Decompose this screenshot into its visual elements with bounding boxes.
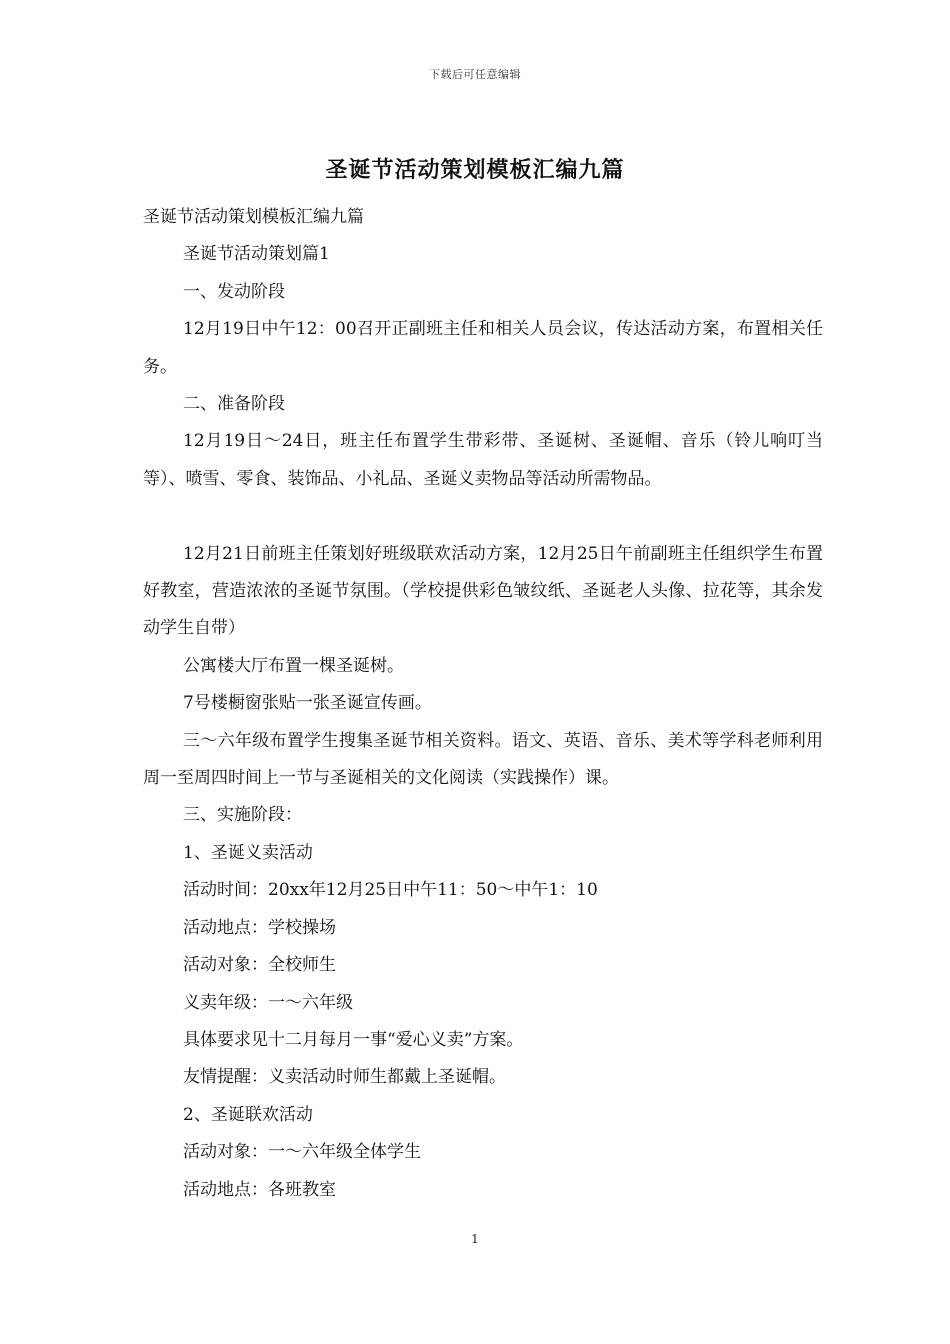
paragraph-activity-2-heading: 2、圣诞联欢活动	[183, 1104, 313, 1125]
paragraph: 友情提醒：义卖活动时师生都戴上圣诞帽。	[183, 1067, 506, 1088]
page-number: 1	[471, 1232, 479, 1246]
paragraph: 义卖年级：一～六年级	[183, 992, 353, 1013]
paragraph: 12月19日～24日，班主任布置学生带彩带、圣诞树、圣诞帽、音乐（铃儿响叮当等）、喷雪、零食、装饰品、小礼品、圣诞义卖物品等活动所需物品。	[143, 431, 823, 489]
paragraph: 活动对象：一～六年级全体学生	[183, 1142, 421, 1163]
paragraph: 活动地点：各班教室	[183, 1179, 336, 1200]
paragraph: 活动对象：全校师生	[183, 955, 336, 976]
paragraph-subtitle: 圣诞节活动策划模板汇编九篇	[143, 207, 364, 227]
paragraph: 公寓楼大厅布置一棵圣诞树。	[183, 655, 404, 676]
paragraph: 三～六年级布置学生搜集圣诞节相关资料。语文、英语、音乐、美术等学科老师利用周一至周四时间上一节与圣诞相关的文化阅读（实践操作）课。	[143, 730, 823, 789]
document-body	[143, 199, 823, 1209]
paragraph: 活动时间：20xx年12月25日中午11：50～中午1：10	[183, 880, 598, 901]
paragraph-section-heading: 圣诞节活动策划篇1	[183, 244, 330, 265]
document-title: 圣诞节活动策划模板汇编九篇	[325, 157, 625, 183]
paragraph: 12月19日中午12：00召开正副班主任和相关人员会议，传达活动方案，布置相关任务。	[143, 319, 823, 377]
paragraph: 具体要求见十二月每月一事“爱心义卖”方案。	[183, 1029, 524, 1050]
paragraph-phase-3-heading: 三、实施阶段：	[183, 805, 302, 826]
paragraph: 活动地点：学校操场	[183, 917, 336, 938]
paragraph-phase-1-heading: 一、发动阶段	[183, 281, 285, 302]
paragraph: 7号楼橱窗张贴一张圣诞宣传画。	[183, 693, 432, 714]
paragraph: 12月21日前班主任策划好班级联欢活动方案，12月25日午前副班主任组织学生布置好教室，营造浓浓的圣诞节氛围。（学校提供彩色皱纹纸、圣诞老人头像、拉花等，其余发动学生自带）	[143, 543, 823, 639]
blank-line	[143, 498, 823, 535]
paragraph-phase-2-heading: 二、准备阶段	[183, 394, 285, 415]
paragraph-activity-1-heading: 1、圣诞义卖活动	[183, 842, 313, 863]
header-note: 下载后可任意编辑	[429, 68, 521, 81]
